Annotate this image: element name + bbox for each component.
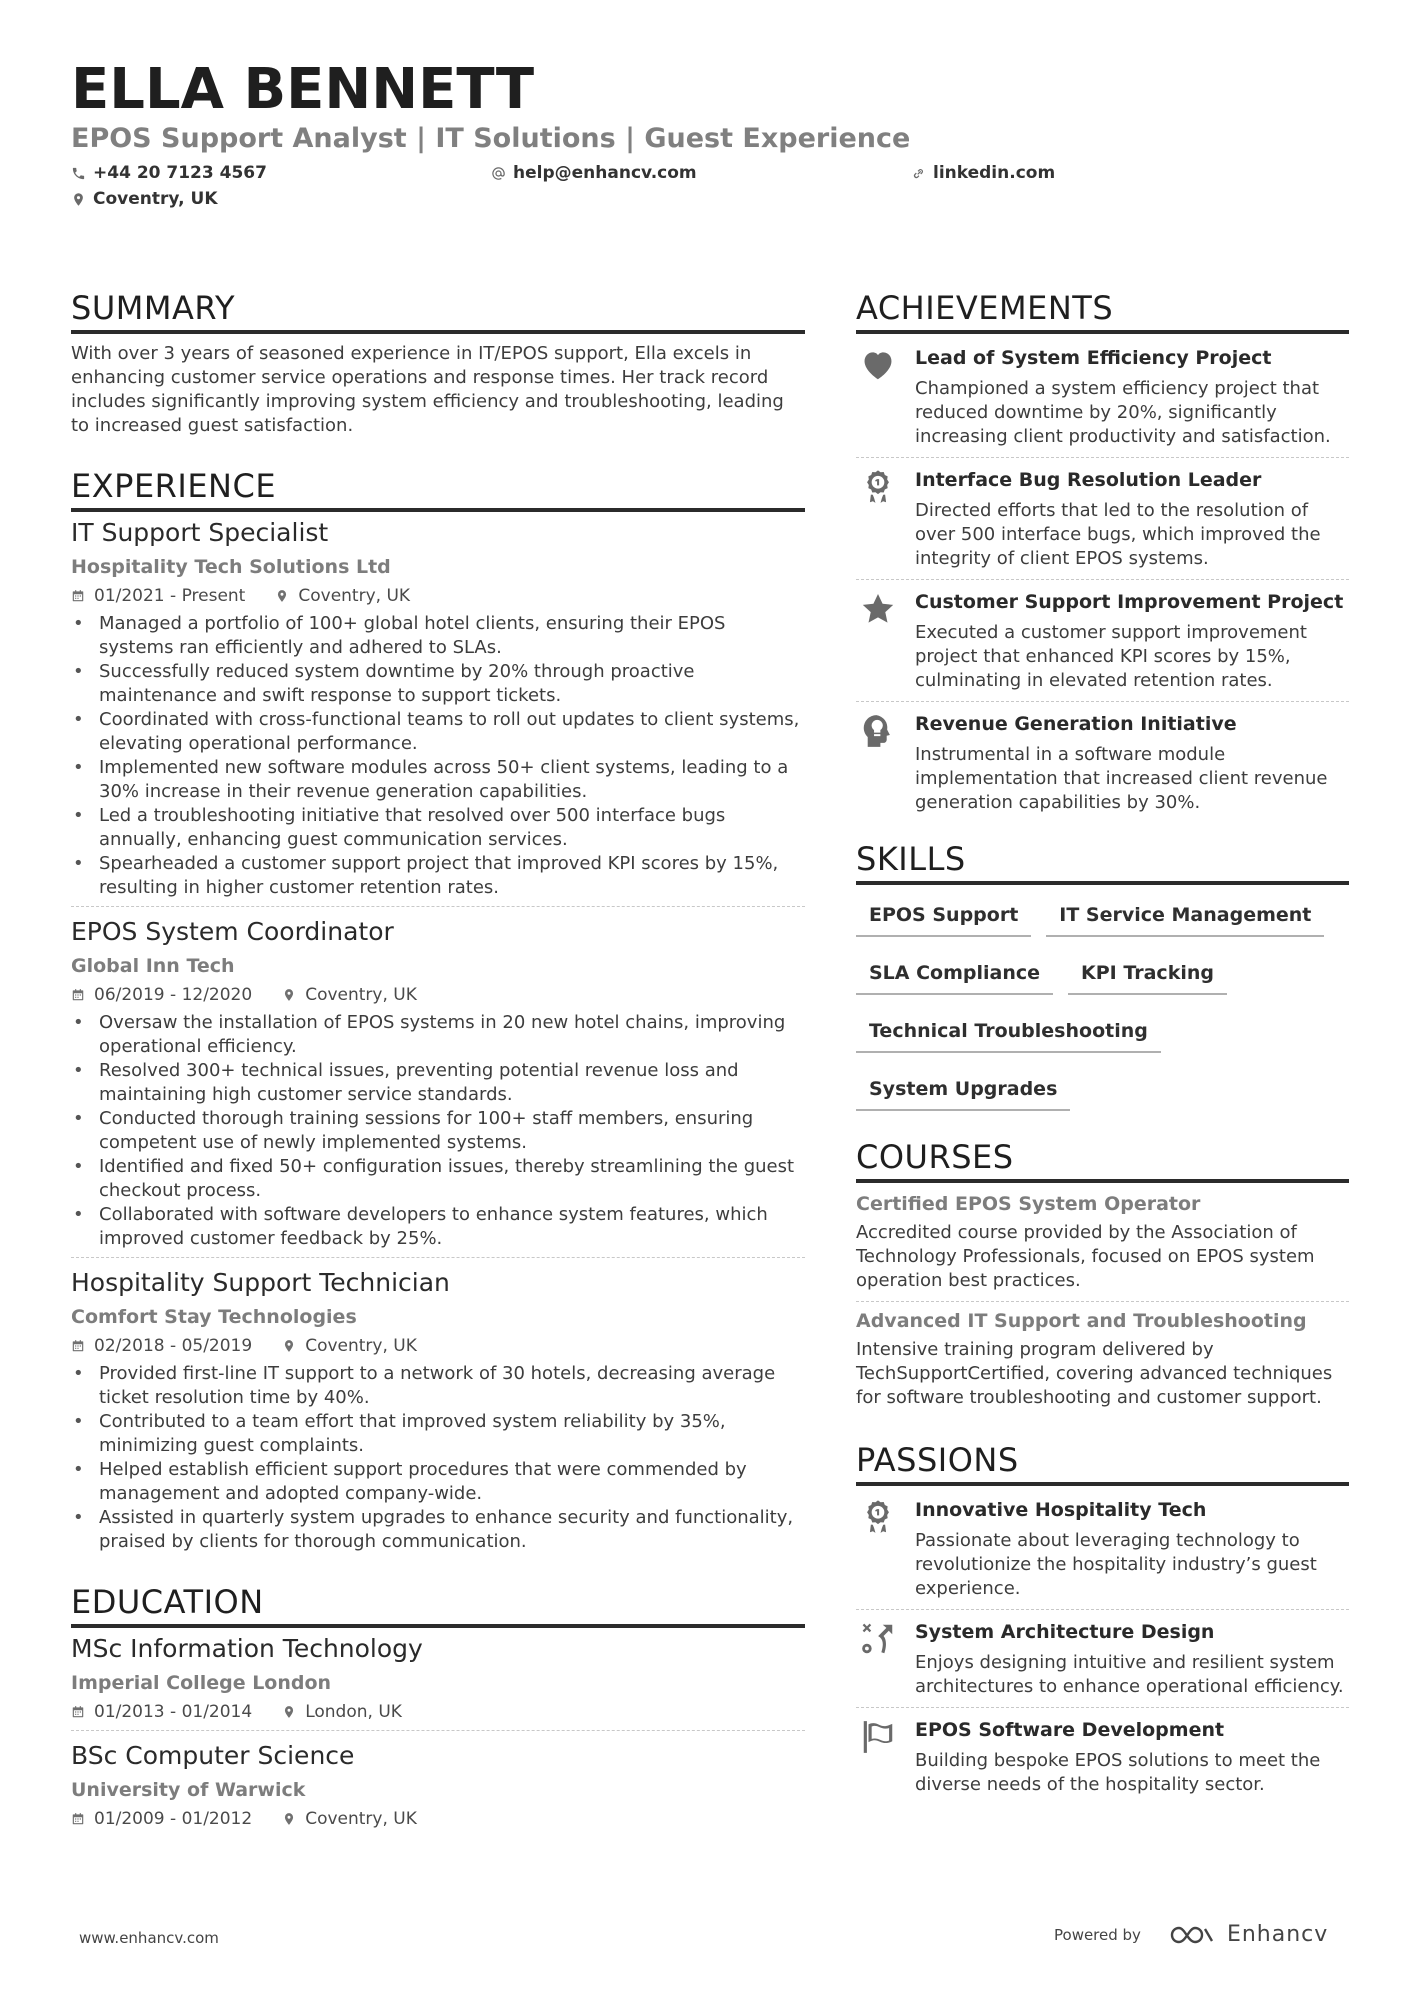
job-bullet: • Helped establish efficient support procedures that were commended by management and adopted company-wide. [71,1458,805,1506]
achievement-desc: Instrumental in a software module implementation that increased client revenue generation capabilities by 30%. [915,744,1328,813]
job-location [282,1334,417,1358]
experience-heading: EXPERIENCE [71,466,805,512]
job-bullet: • Managed a portfolio of 100+ global hotel clients, ensuring their EPOS systems ran efficiently and adhered to SLAs. [71,612,805,660]
education-meta [71,1807,805,1831]
job-dates: 06/2019 - 12/2020 [94,985,253,1005]
powered-by-text: Powered by [1054,1925,1141,1944]
location-pin-icon [282,1812,296,1826]
achievement-title: Revenue Generation Initiative [915,713,1237,735]
calendar-icon [71,1812,85,1826]
experience-item [71,1257,805,1560]
skill-tag: SLA Compliance [856,951,1053,995]
education-dates: 01/2013 - 01/2014 [94,1702,253,1722]
job-bullet: • Spearheaded a customer support project that improved KPI scores by 15%, resulting in higher customer retention rates. [71,852,805,900]
left-column [71,288,805,1837]
passion-title: EPOS Software Development [915,1719,1225,1741]
skills-heading: SKILLS [856,839,1349,885]
achievement-desc: Championed a system efficiency project that reduced downtime by 20%, significantly increasing client productivity and satisfaction. [915,378,1331,447]
calendar-icon [71,988,85,1002]
achievement-desc: Executed a customer support improvement project that enhanced KPI scores by 15%, culminating in elevated retention rates. [915,622,1307,691]
star-icon [859,590,897,628]
job-bullets [71,612,805,900]
enhancv-logo[interactable] [1169,1922,1328,1947]
courses-heading: COURSES [856,1137,1349,1183]
job-bullet: • Collaborated with software developers to enhance system features, which improved customer feedback by 25%. [71,1203,805,1251]
courses-section [856,1137,1349,1418]
phone-icon [71,166,86,181]
course-desc: Accredited course provided by the Association of Technology Professionals, focused on EPOS system operation best practices. [856,1222,1315,1291]
achievement-item [856,336,1349,457]
job-title: Hospitality Support Technician [71,1268,450,1297]
passions-section [856,1440,1349,1805]
location-pin-icon [71,192,86,207]
job-location-text: Coventry, UK [298,586,411,606]
achievement-title: Customer Support Improvement Project [915,591,1344,613]
passions-heading: PASSIONS [856,1440,1349,1486]
skill-tag: KPI Tracking [1068,951,1227,995]
experience-item [71,516,805,906]
calendar-icon [71,589,85,603]
calendar-icon [71,1339,85,1353]
company-name: Hospitality Tech Solutions Ltd [71,556,391,578]
award-icon [859,1498,897,1536]
contact-location [71,186,491,212]
passion-item [856,1488,1349,1609]
right-column [856,288,1349,1805]
job-meta [71,1334,805,1358]
job-bullet: • Assisted in quarterly system upgrades to enhance security and functionality, praised by clients for thorough communication. [71,1506,805,1554]
company-name: Comfort Stay Technologies [71,1306,357,1328]
experience-section [71,466,805,1560]
experience-item [71,906,805,1257]
passion-desc: Passionate about leveraging technology to revolutionize the hospitality industry’s guest experience. [915,1530,1317,1599]
course-desc: Intensive training program delivered by TechSupportCertified, covering advanced techniques for software troubleshooting and customer support. [856,1339,1333,1408]
skill-tag: Technical Troubleshooting [856,1009,1161,1053]
education-location [282,1700,402,1724]
award-icon [859,468,897,506]
job-bullets [71,1011,805,1251]
degree-title: MSc Information Technology [71,1634,423,1663]
contact-info [71,160,1349,212]
education-section [71,1582,805,1837]
email-text[interactable]: help@enhancv.com [513,163,697,183]
education-meta [71,1700,805,1724]
job-title: IT Support Specialist [71,518,329,547]
achievements-heading: ACHIEVEMENTS [856,288,1349,334]
contact-email[interactable] [491,160,911,186]
company-name: Global Inn Tech [71,955,235,977]
job-location [275,584,410,608]
skill-tag: EPOS Support [856,893,1031,937]
passion-item [856,1609,1349,1707]
education-item [71,1730,805,1837]
degree-title: BSc Computer Science [71,1741,355,1770]
location-pin-icon [282,1339,296,1353]
achievement-item [856,457,1349,579]
school-name: Imperial College London [71,1672,332,1694]
education-location [282,1807,417,1831]
school-name: University of Warwick [71,1779,306,1801]
job-location [282,983,417,1007]
candidate-subtitle: EPOS Support Analyst | IT Solutions | Guest Experience [71,123,911,154]
job-location-text: Coventry, UK [305,985,417,1005]
enhancv-brand-text: Enhancv [1226,1922,1329,1947]
skills-list [856,893,1349,1125]
education-location-text: London, UK [305,1702,402,1722]
job-bullet: • Implemented new software modules across 50+ client systems, leading to a 30% increase in their revenue generation capabilities. [71,756,805,804]
passion-desc: Building bespoke EPOS solutions to meet the diverse needs of the hospitality sector. [915,1750,1321,1795]
job-bullet: • Provided first-line IT support to a network of 30 hotels, decreasing average ticket resolution time by 40%. [71,1362,805,1410]
phone-text: +44 20 7123 4567 [93,163,267,183]
job-dates: 01/2021 - Present [94,586,246,606]
achievement-title: Lead of System Efficiency Project [915,347,1272,369]
education-dates: 01/2009 - 01/2012 [94,1809,253,1829]
contact-linkedin[interactable] [911,160,1211,186]
heart-icon [859,346,897,384]
head-bulb-icon [859,712,897,750]
skill-tag: IT Service Management [1046,893,1324,937]
job-meta [71,584,805,608]
passion-desc: Enjoys designing intuitive and resilient system architectures to enhance operational efficiency. [915,1652,1344,1697]
flag-icon [859,1718,897,1756]
enhancv-logo-icon [1169,1923,1215,1947]
footer-website[interactable]: www.enhancv.com [79,1929,219,1947]
skill-tag: System Upgrades [856,1067,1070,1111]
achievement-item [856,579,1349,701]
course-title: Advanced IT Support and Troubleshooting [856,1310,1307,1332]
achievement-item [856,701,1349,823]
location-pin-icon [282,1705,296,1719]
passion-title: Innovative Hospitality Tech [915,1499,1207,1521]
achievement-title: Interface Bug Resolution Leader [915,469,1262,491]
contact-phone [71,160,491,186]
education-item [71,1632,805,1730]
summary-text: With over 3 years of seasoned experience in IT/EPOS support, Ella excels in enhancing customer service operations and response times. Her track record includes significantly improving system efficiency and troubleshooting, leading to increased guest satisfaction. [71,343,784,436]
summary-heading: SUMMARY [71,288,805,334]
job-bullet: • Conducted thorough training sessions for 100+ staff members, ensuring competent use of newly implemented systems. [71,1107,805,1155]
job-bullet: • Coordinated with cross-functional teams to roll out updates to client systems, elevating operational performance. [71,708,805,756]
location-pin-icon [275,589,289,603]
job-bullet: • Contributed to a team effort that improved system reliability by 35%, minimizing guest complaints. [71,1410,805,1458]
job-meta [71,983,805,1007]
at-icon [491,166,506,181]
location-pin-icon [282,988,296,1002]
job-bullet: • Resolved 300+ technical issues, preventing potential revenue loss and maintaining high customer service standards. [71,1059,805,1107]
education-heading: EDUCATION [71,1582,805,1628]
calendar-icon [71,1705,85,1719]
skills-section [856,839,1349,1125]
course-title: Certified EPOS System Operator [856,1193,1201,1215]
resume-page [71,57,1349,1829]
strategy-icon [859,1620,897,1658]
job-bullets [71,1362,805,1554]
summary-section [71,288,805,438]
job-bullet: • Successfully reduced system downtime by 20% through proactive maintenance and swift response to support tickets. [71,660,805,708]
link-icon [911,166,926,181]
job-bullet: • Identified and fixed 50+ configuration issues, thereby streamlining the guest checkout process. [71,1155,805,1203]
job-bullet: • Led a troubleshooting initiative that resolved over 500 interface bugs annually, enhancing guest communication services. [71,804,805,852]
achievement-desc: Directed efforts that led to the resolution of over 500 interface bugs, which improved the integrity of client EPOS systems. [915,500,1321,569]
achievements-section [856,288,1349,823]
course-item [856,1301,1349,1418]
linkedin-text[interactable]: linkedin.com [933,163,1056,183]
footer-powered-by [1054,1922,1328,1947]
candidate-name: ELLA BENNETT [71,57,535,122]
passion-item [856,1707,1349,1805]
education-location-text: Coventry, UK [305,1809,417,1829]
course-item [856,1185,1349,1301]
job-bullet: • Oversaw the installation of EPOS systems in 20 new hotel chains, improving operational efficiency. [71,1011,805,1059]
job-title: EPOS System Coordinator [71,917,394,946]
job-dates: 02/2018 - 05/2019 [94,1336,253,1356]
job-location-text: Coventry, UK [305,1336,417,1356]
passion-title: System Architecture Design [915,1621,1215,1643]
location-text: Coventry, UK [93,189,218,209]
